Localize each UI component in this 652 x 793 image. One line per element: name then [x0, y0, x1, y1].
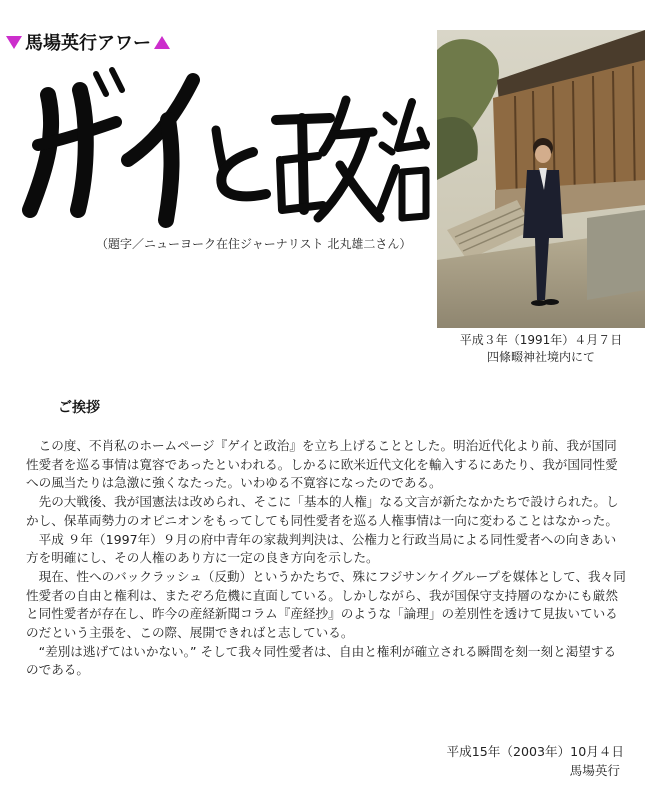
calligraphy-title [18, 60, 430, 230]
paragraph-4: 現在、性へのバックラッシュ（反動）というかたちで、殊にフジサンケイグループを媒体として、我々同性愛者の自由と権利は、またぞろ危機に直面している。しかしながら、我が国保守支持層のなかにも厳然と同性愛者が存在し、昨今の産経新聞コラム『産経抄』のような「論理」の差別性を透けて見抜いているのだという主張を、この際、展開できればと志している。 [26, 568, 626, 641]
signoff-author: 馬場英行 [569, 762, 620, 778]
photo-caption-date: 平成３年（1991年）４月７日 [459, 333, 623, 347]
signoff-date: 平成15年（2003年）10月４日 [446, 744, 624, 759]
paragraph-1: この度、不肖私のホームページ『ゲイと政治』を立ち上げることとした。明治近代化より前、我が国同性愛者を巡る事情は寛容であったといわれる。しかるに欧米近代文化を輸入するにあたり、我が国同性愛への風当たりは急激に強くなたった。いわゆる不寛容になったのである。 [26, 438, 618, 491]
triangle-down-icon [6, 36, 22, 49]
triangle-up-icon [154, 36, 170, 49]
portrait-photo [437, 30, 645, 328]
header-label-text: 馬場英行アワー [25, 33, 151, 54]
paragraph-3: 平成 ９年（1997年）９月の府中青年の家裁判判決は、公権力と行政当局による同性愛者への向きあい方を明確にし、その人権のあり方に一定の良き方向を示した。 [26, 531, 617, 566]
photo-caption [437, 332, 645, 366]
greeting-body [26, 437, 628, 680]
photo-caption-place: 四條畷神社境内にて [486, 350, 595, 364]
paragraph-2: 先の大戦後、我が国憲法は改められ、そこに「基本的人権」なる文言が新たなかたちで設けられた。しかし、保革両勢力のオピニオンをもってしても同性愛者を巡る人権事情は一向に変わることはなかった。 [26, 494, 619, 528]
greeting-heading: ご挨拶 [58, 400, 100, 416]
signoff [447, 743, 624, 780]
calligraphy-credit: （題字／ニューヨーク在住ジャーナリスト 北丸雄二さん） [96, 237, 412, 251]
paragraph-5: “差別は逃げてはいかない。” そして我々同性愛者は、自由と権利が確立される瞬間を刻一刻と渇望するのである。 [26, 643, 617, 678]
site-header-label [6, 30, 170, 54]
